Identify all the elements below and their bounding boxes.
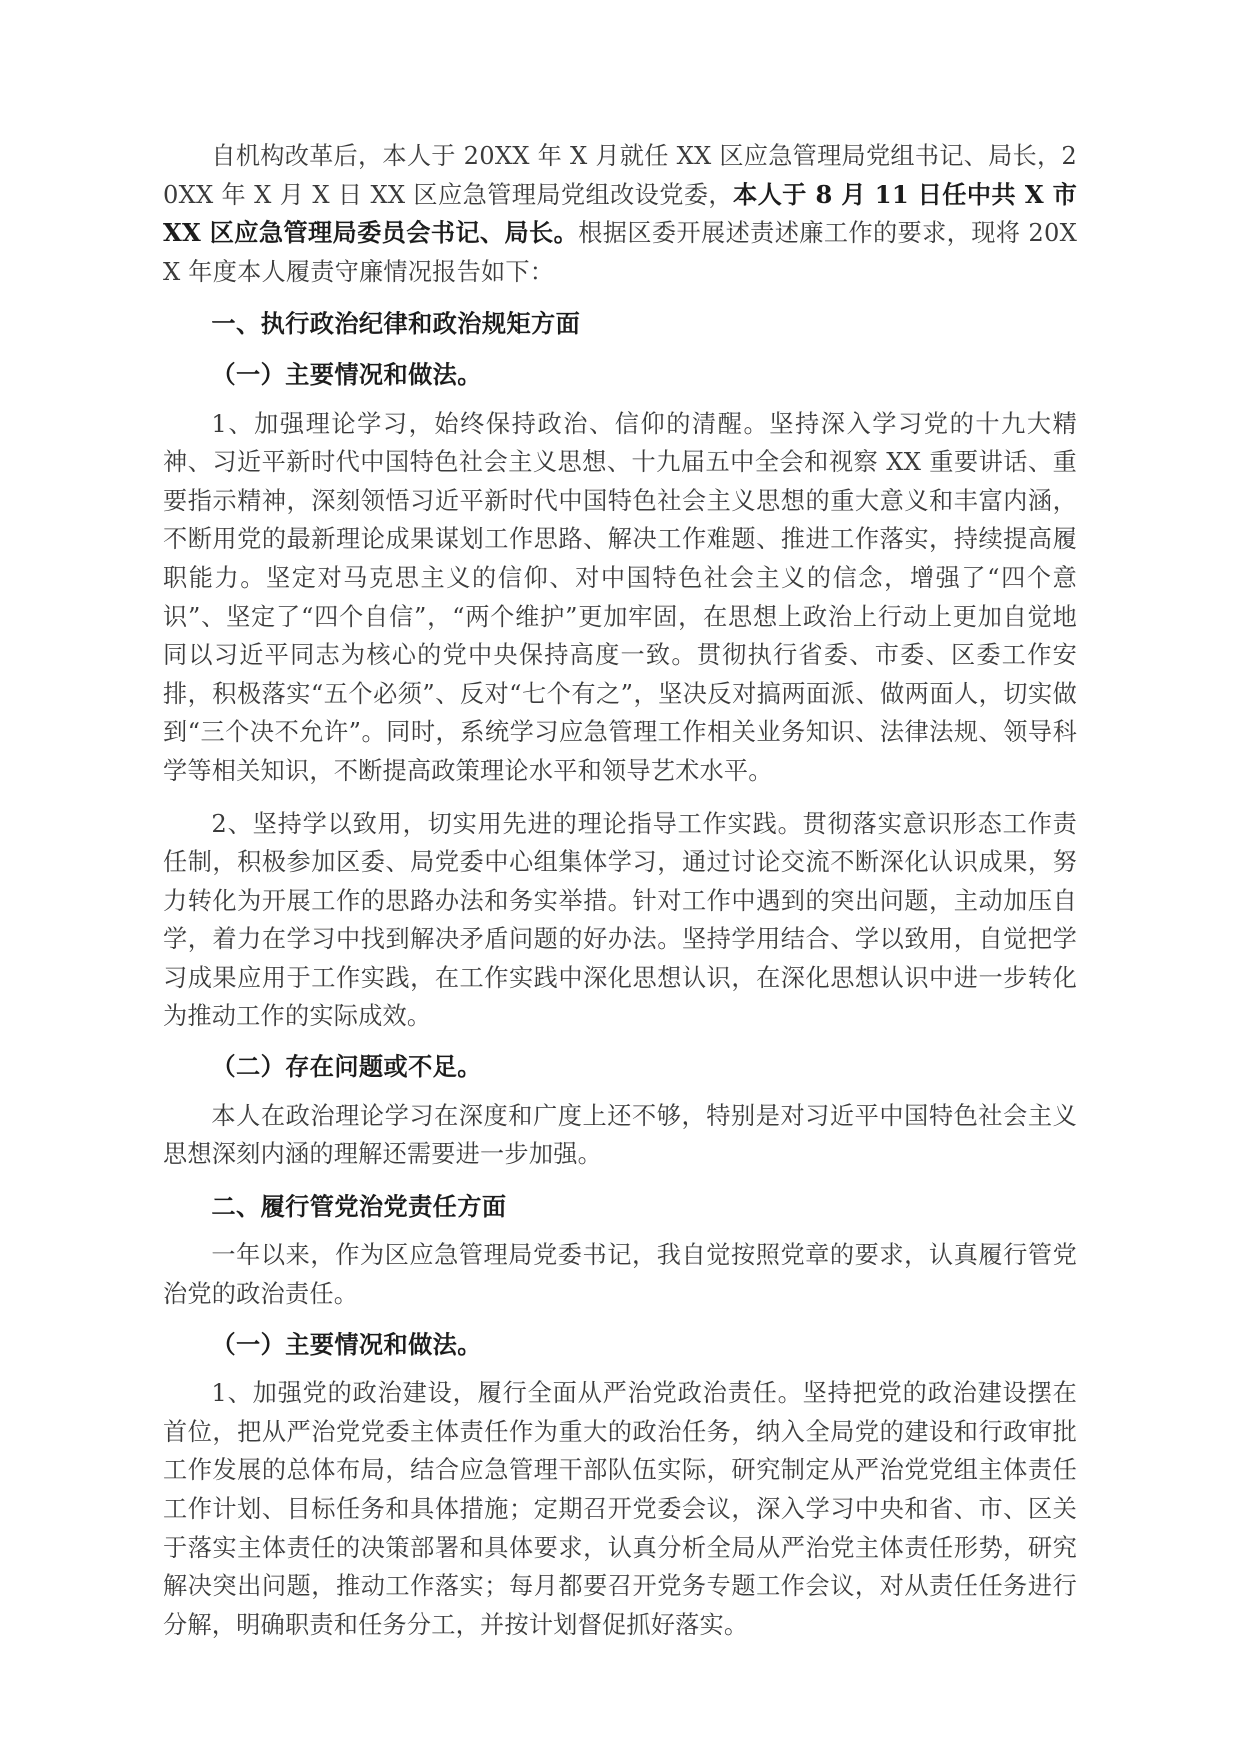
paragraph-s1-shortcoming: 本人在政治理论学习在深度和广度上还不够，特别是对习近平中国特色社会主义思想深刻内涵的理解还需要进一步加强。 xyxy=(163,1101,1077,1169)
paragraph-s2-intro: 一年以来，作为区应急管理局党委书记，我自觉按照党章的要求，认真履行管党治党的政治责任。 xyxy=(163,1241,1077,1309)
paragraph-s1-item-1: 1、加强理论学习，始终保持政治、信仰的清醒。坚持深入学习党的十九大精神、习近平新时代中国特色社会主义思想、十九届五中全会和视察 XX 重要讲话、重要指示精神，深刻领悟习近平新时代中国特色社会主义思想的重大意义和丰富内涵，不断用党的最新理论成果谋划工作思路、解决工作难题、推进工作落实，持续提高履职能力。坚定对马克思主义的信仰、对中国特色社会主义的信念，增强了“四个意识”、坚定了“四个自信”，“两个维护”更加牢固，在思想上政治上行动上更加自觉地同以习近平同志为核心的党中央保持高度一致。贯彻执行省委、市委、区委工作安排，积极落实“五个必须”、反对“七个有之”，坚决反对搞两面派、做两面人，切实做到“三个决不允许”。同时，系统学习应急管理工作相关业务知识、法律法规、领导科学等相关知识，不断提高政策理论水平和领导艺术水平。 xyxy=(163,409,1077,785)
heading-section-one-sub-two: （二）存在问题或不足。 xyxy=(211,1053,482,1082)
heading-section-one-sub-one: （一）主要情况和做法。 xyxy=(211,360,482,389)
document-body xyxy=(163,137,1077,1648)
heading-section-one: 一、执行政治纪律和政治规矩方面 xyxy=(211,310,581,339)
intro-paragraph xyxy=(163,137,1077,291)
intro-run-1: 自机构改革后，本人于 20XX 年 X 月就任 XX 区应急管理局党组书记、局长，20XX 年 X 月 X 日 XX 区应急管理局党组改设党委， xyxy=(163,142,1077,209)
paragraph-s1-item-2: 2、坚持学以致用，切实用先进的理论指导工作实践。贯彻落实意识形态工作责任制，积极参加区委、局党委中心组集体学习，通过讨论交流不断深化认识成果，努力转化为开展工作的思路办法和务实举措。针对工作中遇到的突出问题，主动加压自学，着力在学习中找到解决矛盾问题的好办法。坚持学用结合、学以致用，自觉把学习成果应用于工作实践，在工作实践中深化思想认识，在深化思想认识中进一步转化为推动工作的实际成效。 xyxy=(163,809,1077,1031)
heading-section-two-sub-one: （一）主要情况和做法。 xyxy=(211,1330,482,1359)
spacer xyxy=(163,795,1077,805)
intro-run-3: 根据区委开展述责述廉工作的要求，现将 20XX 年度本人履责守廉情况报告如下： xyxy=(163,219,1077,286)
intro-run-bold: 本人于 8 月 11 日任中共 X 市 XX 区应急管理局委员会书记、局长。 xyxy=(163,179,1077,248)
heading-section-two: 二、履行管党治党责任方面 xyxy=(211,1192,507,1221)
paragraph-s2-item-1: 1、加强党的政治建设，履行全面从严治党政治责任。坚持把党的政治建设摆在首位，把从严治党党委主体责任作为重大的政治任务，纳入全局党的建设和行政审批工作发展的总体布局，结合应急管理干部队伍实际，研究制定从严治党党组主体责任工作计划、目标任务和具体措施；定期召开党委会议，深入学习中央和省、市、区关于落实主体责任的决策部署和具体要求，认真分析全局从严治党主体责任形势，研究解决突出问题，推动工作落实；每月都要召开党务专题工作会议，对从责任任务进行分解，明确职责和任务分工，并按计划督促抓好落实。 xyxy=(163,1379,1077,1639)
